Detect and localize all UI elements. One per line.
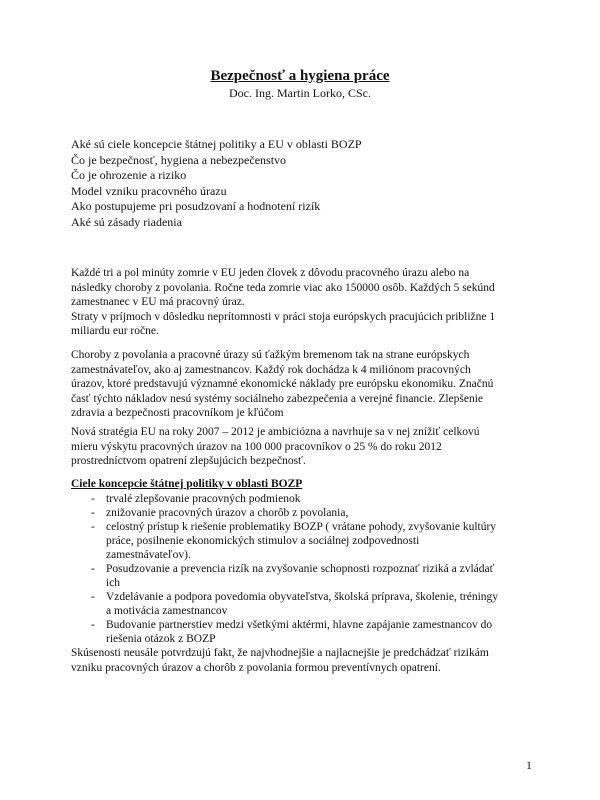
- paragraph-line: prostredníctvom opatrení zlepšujúcich bezpečnosť.: [71, 455, 306, 467]
- goal-line: znižovanie pracovných úrazov a chorôb z povolania,: [106, 507, 349, 519]
- question-item: Čo je ohrozenie a riziko: [71, 168, 187, 182]
- goal-line: Budovanie partnerstiev medzi všetkými aktérmi, hlavne zapájanie zamestnancov do: [106, 619, 493, 631]
- paragraph-line: Nová stratégia EU na roky 2007 – 2012 je ambiciózna a navrhuje sa v nej znížiť celkovú: [71, 426, 480, 438]
- dash-bullet: -: [91, 507, 95, 519]
- question-item: Model vzniku pracovného úrazu: [71, 183, 227, 198]
- paragraph-line: Choroby z povolania a pracovné úrazy sú ťažkým bremenom tak na strane európskych: [71, 349, 470, 361]
- goal-line: Posudzovanie a prevencia rizík na zvyšovanie schopnosti rozpoznať riziká a zvládať: [106, 563, 495, 575]
- goal-item: [71, 506, 531, 520]
- question-item: Aké sú ciele koncepcie štátnej politiky a EU v oblasti BOZP: [71, 137, 362, 151]
- goal-item: [71, 590, 531, 618]
- paragraph-line: mieru výskytu pracovných úrazov na 100 000 pracovníkov o 25 % do roku 2012: [71, 440, 442, 453]
- paragraph-line: zamestnanec v EU má pracovný úraz.: [71, 296, 245, 308]
- paragraph-line: následky choroby z povolania. Ročne teda zomrie viac ako 150000 osôb. Každých 5 sekúnd: [71, 281, 495, 294]
- goal-line: celostný prístup k riešenie problematiky BOZP ( vrátane pohody, zvyšovanie kultúry: [106, 521, 497, 533]
- goal-line: trvalé zlepšovanie pracovných podmienok: [106, 493, 301, 505]
- paragraph-strategy: [71, 425, 531, 469]
- page-number: 1: [526, 758, 532, 772]
- dash-bullet: -: [91, 521, 95, 533]
- paragraph-line: časť týchto nákladov nesú systémy sociálneho zabezpečenia a verejné financie. Zlepšenie: [71, 392, 484, 405]
- goal-line: Vzdelávanie a podpora povedomia obyvateľstva, školská príprava, školenie, tréningy: [106, 591, 499, 603]
- paragraph-line: zamestnávateľov, ako aj zamestnancov. Každý rok dochádza k 4 miliónom pracovných: [71, 363, 471, 376]
- goal-line: ich: [106, 577, 121, 589]
- goal-line: práce, posilnenie ekonomických stimulov a sociálnej zodpovednosti: [106, 535, 420, 547]
- question-item: Aké sú zásady riadenia: [71, 214, 182, 229]
- dash-bullet: -: [91, 563, 95, 575]
- paragraph-statistics: [71, 266, 531, 339]
- paragraph-line: zdravia a bezpečnosti pracovníkom je kľúčom: [71, 407, 284, 419]
- paragraph-burden: [71, 348, 531, 421]
- goal-item: [71, 562, 531, 590]
- goal-line: riešenia otázok z BOZP: [106, 633, 216, 645]
- goal-line: a motivácia zamestnancov: [106, 605, 228, 617]
- section-heading: Ciele koncepcie štátnej politiky v oblasti BOZP: [71, 478, 303, 490]
- goals-list: [71, 492, 531, 646]
- paragraph-line: miliardu eur ročne.: [71, 325, 159, 337]
- document-author: Doc. Ing. Martin Lorko, CSc.: [229, 86, 371, 100]
- dash-bullet: -: [91, 619, 95, 631]
- dash-bullet: -: [91, 493, 95, 505]
- paragraph-line: Každé tri a pol minúty zomrie v EU jeden človek z dôvodu pracovného úrazu alebo na: [71, 267, 470, 279]
- dash-bullet: -: [91, 591, 95, 603]
- question-item: Čo je bezpečnosť, hygiena a nebezpečenstvo: [71, 152, 287, 167]
- paragraph-line: Skúsenosti neusále potvrdzujú fakt, že najvhodnejšie a najlacnejšie je predchádzať rizikám: [71, 647, 489, 659]
- paragraph-line: Straty v príjmoch v dôsledku neprítomnosti v práci stoja európskych pracujúcich približne 1: [71, 310, 496, 323]
- paragraph-line: vzniku pracovných úrazov a chorôb z povolania formou preventívnych opatrení.: [71, 661, 441, 674]
- goal-item: [71, 492, 531, 506]
- goal-item: [71, 520, 531, 562]
- question-list: [71, 137, 541, 230]
- paragraph-line: úrazov, ktoré predstavujú významné ekonomické náklady pre európsku ekonomiku. Značnú: [71, 378, 494, 390]
- question-item: Ako postupujeme pri posudzovaní a hodnotení rizík: [71, 199, 321, 213]
- paragraph-closing: [71, 646, 531, 675]
- goal-line: zamestnávateľov).: [106, 549, 191, 561]
- document-title: Bezpečnosť a hygiena práce: [210, 68, 390, 84]
- goal-item: [71, 618, 531, 646]
